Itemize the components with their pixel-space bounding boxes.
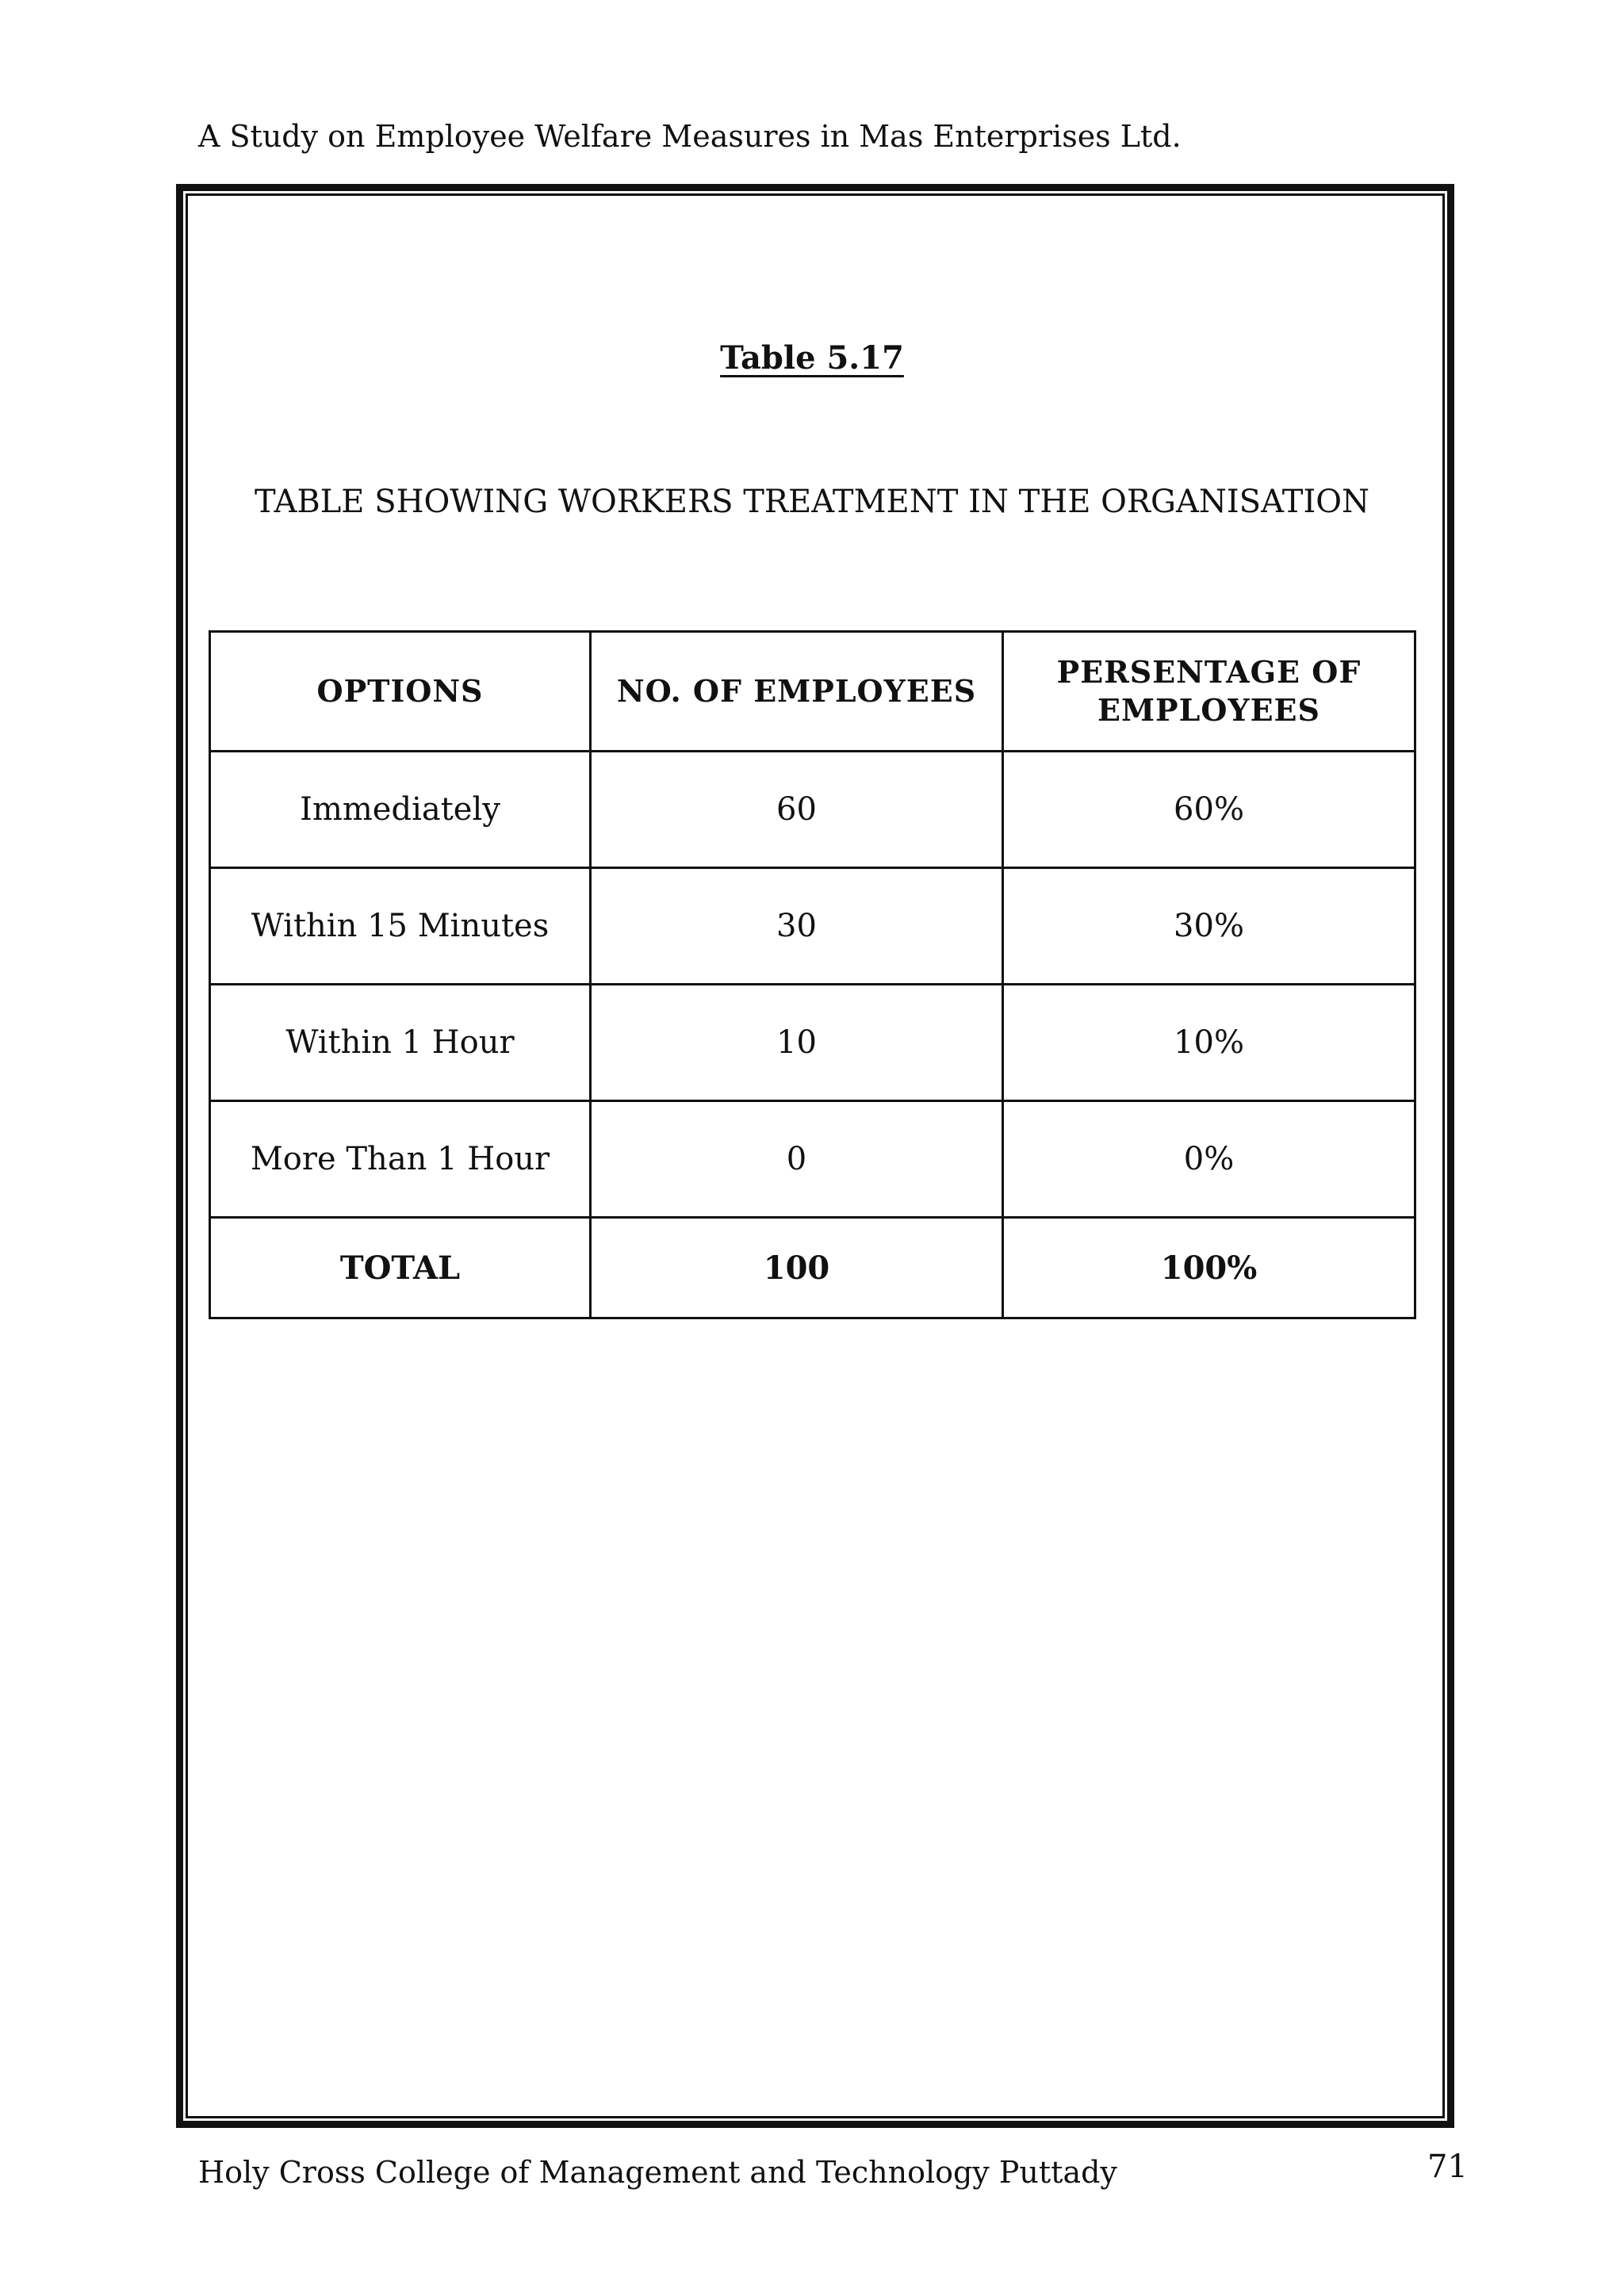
column-header-count: NO. OF EMPLOYEES — [591, 632, 1003, 752]
table-row — [210, 985, 1415, 1101]
cell-option: More Than 1 Hour — [210, 1101, 591, 1218]
cell-percent: 60% — [1003, 752, 1415, 868]
table-header-row — [210, 632, 1415, 752]
column-header-options: OPTIONS — [210, 632, 591, 752]
cell-option: Within 15 Minutes — [210, 868, 591, 985]
table-row — [210, 1101, 1415, 1218]
table-total-row — [210, 1218, 1415, 1318]
cell-percent: 30% — [1003, 868, 1415, 985]
cell-count: 60 — [591, 752, 1003, 868]
cell-percent: 10% — [1003, 985, 1415, 1101]
cell-option: Immediately — [210, 752, 591, 868]
table-row — [210, 752, 1415, 868]
cell-option: Within 1 Hour — [210, 985, 591, 1101]
table-caption: TABLE SHOWING WORKERS TREATMENT IN THE ORGANISATION — [254, 484, 1370, 520]
total-label: TOTAL — [210, 1218, 591, 1318]
table-number: Table 5.17 — [720, 339, 904, 377]
total-percent: 100% — [1003, 1218, 1415, 1318]
cell-count: 0 — [591, 1101, 1003, 1218]
cell-percent: 0% — [1003, 1101, 1415, 1218]
cell-count: 30 — [591, 868, 1003, 985]
running-header: A Study on Employee Welfare Measures in Mas Enterprises Ltd. — [198, 119, 1182, 154]
footer-institution: Holy Cross College of Management and Technology Puttady — [198, 2155, 1117, 2190]
total-count: 100 — [591, 1218, 1003, 1318]
page-number: 71 — [1427, 2149, 1468, 2185]
column-header-percent: PERSENTAGE OF EMPLOYEES — [1003, 632, 1415, 752]
data-table — [209, 630, 1416, 1319]
table-row — [210, 868, 1415, 985]
cell-count: 10 — [591, 985, 1003, 1101]
